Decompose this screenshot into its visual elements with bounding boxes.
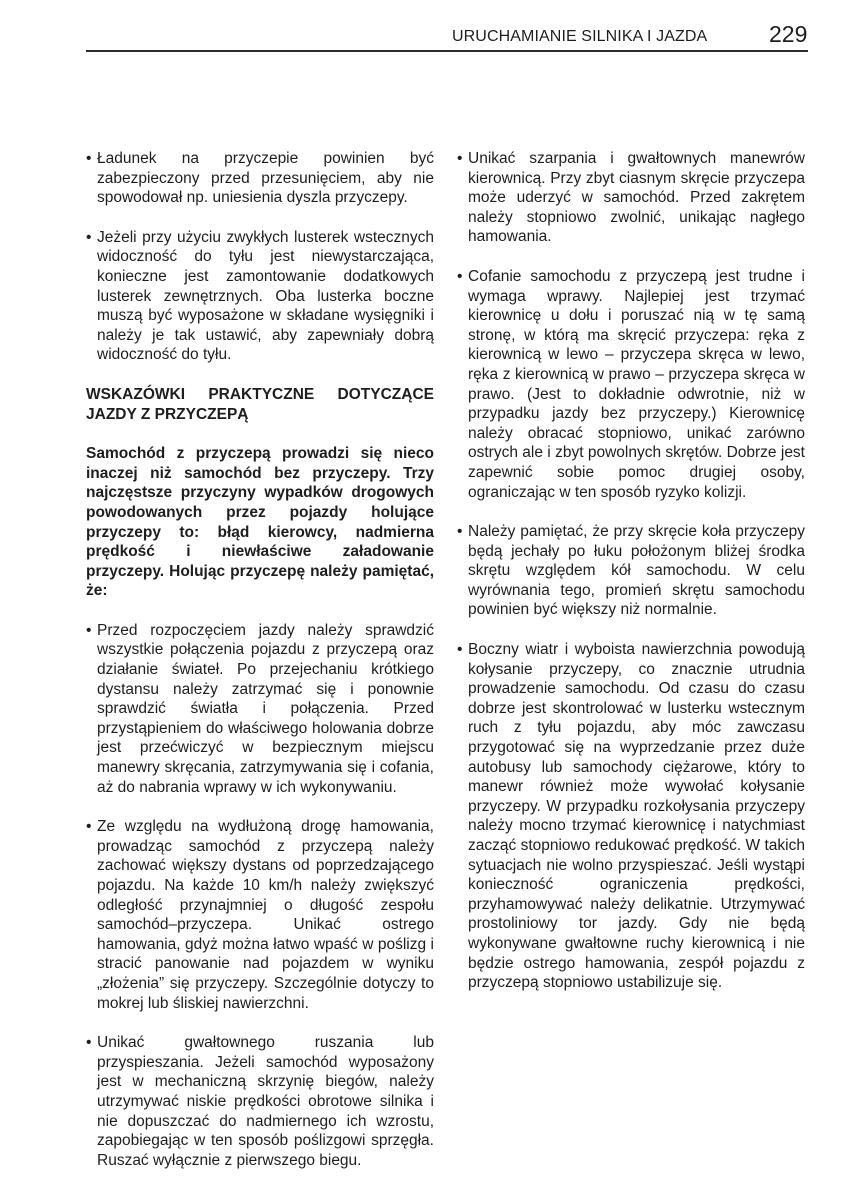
- left-column: [86, 149, 434, 1190]
- bullet-icon: •: [86, 228, 92, 246]
- bullet-icon: •: [457, 641, 463, 659]
- list-item-text: Boczny wiatr i wyboista nawierzchnia powodują kołysanie przyczepy, co znacznie utrudnia prowadzenie samochodu. Od czasu do czasu dobrze jest skontrolować w lusterku wstecznym ruch z tyłu pojazdu, aby móc zawczasu przygotować się na wyprzedzanie przez duże autobusy lub samochody ciężarowe, który to manewr również może wywołać kołysanie przyczepy. W przypadku rozkołysania przyczepy należy mocno trzymać kierownicę i natychmiast zacząć stopniowo redukować prędkość. W takich sytuacjach nie wolno przyspieszać. Jeśli wystąpi konieczność ograniczenia prędkości, przyhamowywać należy delikatnie. Utrzymywać prostoliniowy tor jazdy. Gdy nie będą wykonywane gwałtowne ruchy kierownicą i nie będzie ostrego hamowania, zespół pojazdu z przyczepą stopniowo ustabilizuje się.: [468, 641, 805, 992]
- list-item: [457, 640, 805, 993]
- bullet-icon: •: [457, 150, 463, 167]
- list-item-text: Unikać szarpania i gwałtownych manewrów kierownicą. Przy zbyt ciasnym skręcie przyczepa może uderzyć w samochód. Przed zakrętem należy stopniowo zwolnić, unikając nagłego hamowania.: [468, 150, 805, 246]
- intro-paragraph: Samochód z przyczepą prowadzi się nieco inaczej niż samochód bez przyczepy. Trzy najczęstsze przyczyny wypadków drogowych powodowanych przez pojazdy holujące przyczepy to: błąd kierowcy, nadmierna prędkość i niewłaściwe załadowanie przyczepy. Holując przyczepę należy pamiętać, że:: [86, 445, 434, 600]
- header-divider: [86, 50, 808, 52]
- bullet-icon: •: [457, 523, 463, 541]
- bullet-icon: •: [86, 818, 92, 836]
- bullet-icon: •: [86, 150, 92, 167]
- page-number: 229: [769, 21, 808, 47]
- list-item: [86, 621, 434, 797]
- bullet-icon: •: [86, 1034, 92, 1052]
- bullet-icon: •: [457, 267, 463, 285]
- list-item: [86, 817, 434, 1013]
- list-item-text: Jeżeli przy użyciu zwykłych lusterek wstecznych widoczność do tyłu jest niewystarczająca, konieczne jest zamontowanie dodatkowych lusterek zewnętrznych. Oba lusterka boczne muszą być wyposażone w składane wysięgniki i należy je tak ustawić, aby zapewniały dobrą widoczność do tyłu.: [97, 228, 434, 364]
- right-column: [457, 149, 805, 1013]
- list-item-text: Cofanie samochodu z przyczepą jest trudne i wymaga wprawy. Najlepiej jest trzymać kierownicę u dołu i poruszać nią w tę samą stronę, w którą ma skręcić przyczepa: ręka z kierownicą w lewo – przyczepa skręca w lewo, ręka z kierownicą w prawo – przyczepa skręca w prawo. (Jest to dokładnie odwrotnie, niż w przypadku jazdy bez przyczepy.) Kierownicę należy obracać stopniowo, unikać zarówno ostrych ale i zbyt powolnych skrętów. Dobrze jest zapewnić sobie pomoc drugiej osoby, ograniczając w ten sposób ryzyko kolizji.: [468, 267, 805, 501]
- list-item: [86, 149, 434, 208]
- list-item: [86, 228, 434, 365]
- list-item-text: Należy pamiętać, że przy skręcie koła przyczepy będą jechały po łuku położonym bliżej środka skrętu względem kół samochodu. W celu wyrównania tego, promień skrętu samochodu powinien być większy niż normalnie.: [468, 523, 805, 619]
- section-heading: WSKAZÓWKI PRAKTYCZNE DOTYCZĄCE JAZDY Z PRZYCZEPĄ: [86, 385, 434, 423]
- list-item-text: Unikać gwałtownego ruszania lub przyspieszania. Jeżeli samochód wyposażony jest w mechaniczną skrzynię biegów, należy utrzymywać niskie prędkości obrotowe silnika i nie dopuszczać do nadmiernego ich wzrostu, zapobiegając w ten sposób poślizgowi sprzęgła. Ruszać wyłącznie z pierwszego biegu.: [97, 1034, 434, 1169]
- list-item: [457, 267, 805, 502]
- chapter-title: URUCHAMIANIE SILNIKA I JAZDA: [452, 28, 708, 45]
- list-item-text: Ładunek na przyczepie powinien być zabezpieczony przed przesunięciem, aby nie spowodował np. uniesienia dyszla przyczepy.: [97, 150, 434, 207]
- list-item: [457, 149, 805, 247]
- bullet-icon: •: [86, 621, 92, 639]
- list-item-text: Przed rozpoczęciem jazdy należy sprawdzić wszystkie połączenia pojazdu z przyczepą oraz działanie świateł. Po przejechaniu krótkiego dystansu należy zatrzymać się i ponownie sprawdzić światła i połączenia. Przed przystąpieniem do właściwego holowania dobrze jest przećwiczyć w bezpiecznym miejscu manewry skręcania, zatrzymywania się i cofania, aż do nabrania wprawy w ich wykonywaniu.: [97, 621, 434, 796]
- list-item: [457, 522, 805, 620]
- list-item: [86, 1033, 434, 1170]
- list-item-text: Ze względu na wydłużoną drogę hamowania, prowadząc samochód z przyczepą należy zachować większy dystans od poprzedzającego pojazdu. Na każde 10 km/h należy zwiększyć odległość przynajmniej o długość zespołu samochód–przyczepa. Unikać ostrego hamowania, gdyż można łatwo wpaść w poślizg i stracić panowanie nad pojazdem w wyniku „złożenia” się przyczepy. Szczególnie dotyczy to mokrej lub śliskiej nawierzchni.: [97, 818, 434, 1012]
